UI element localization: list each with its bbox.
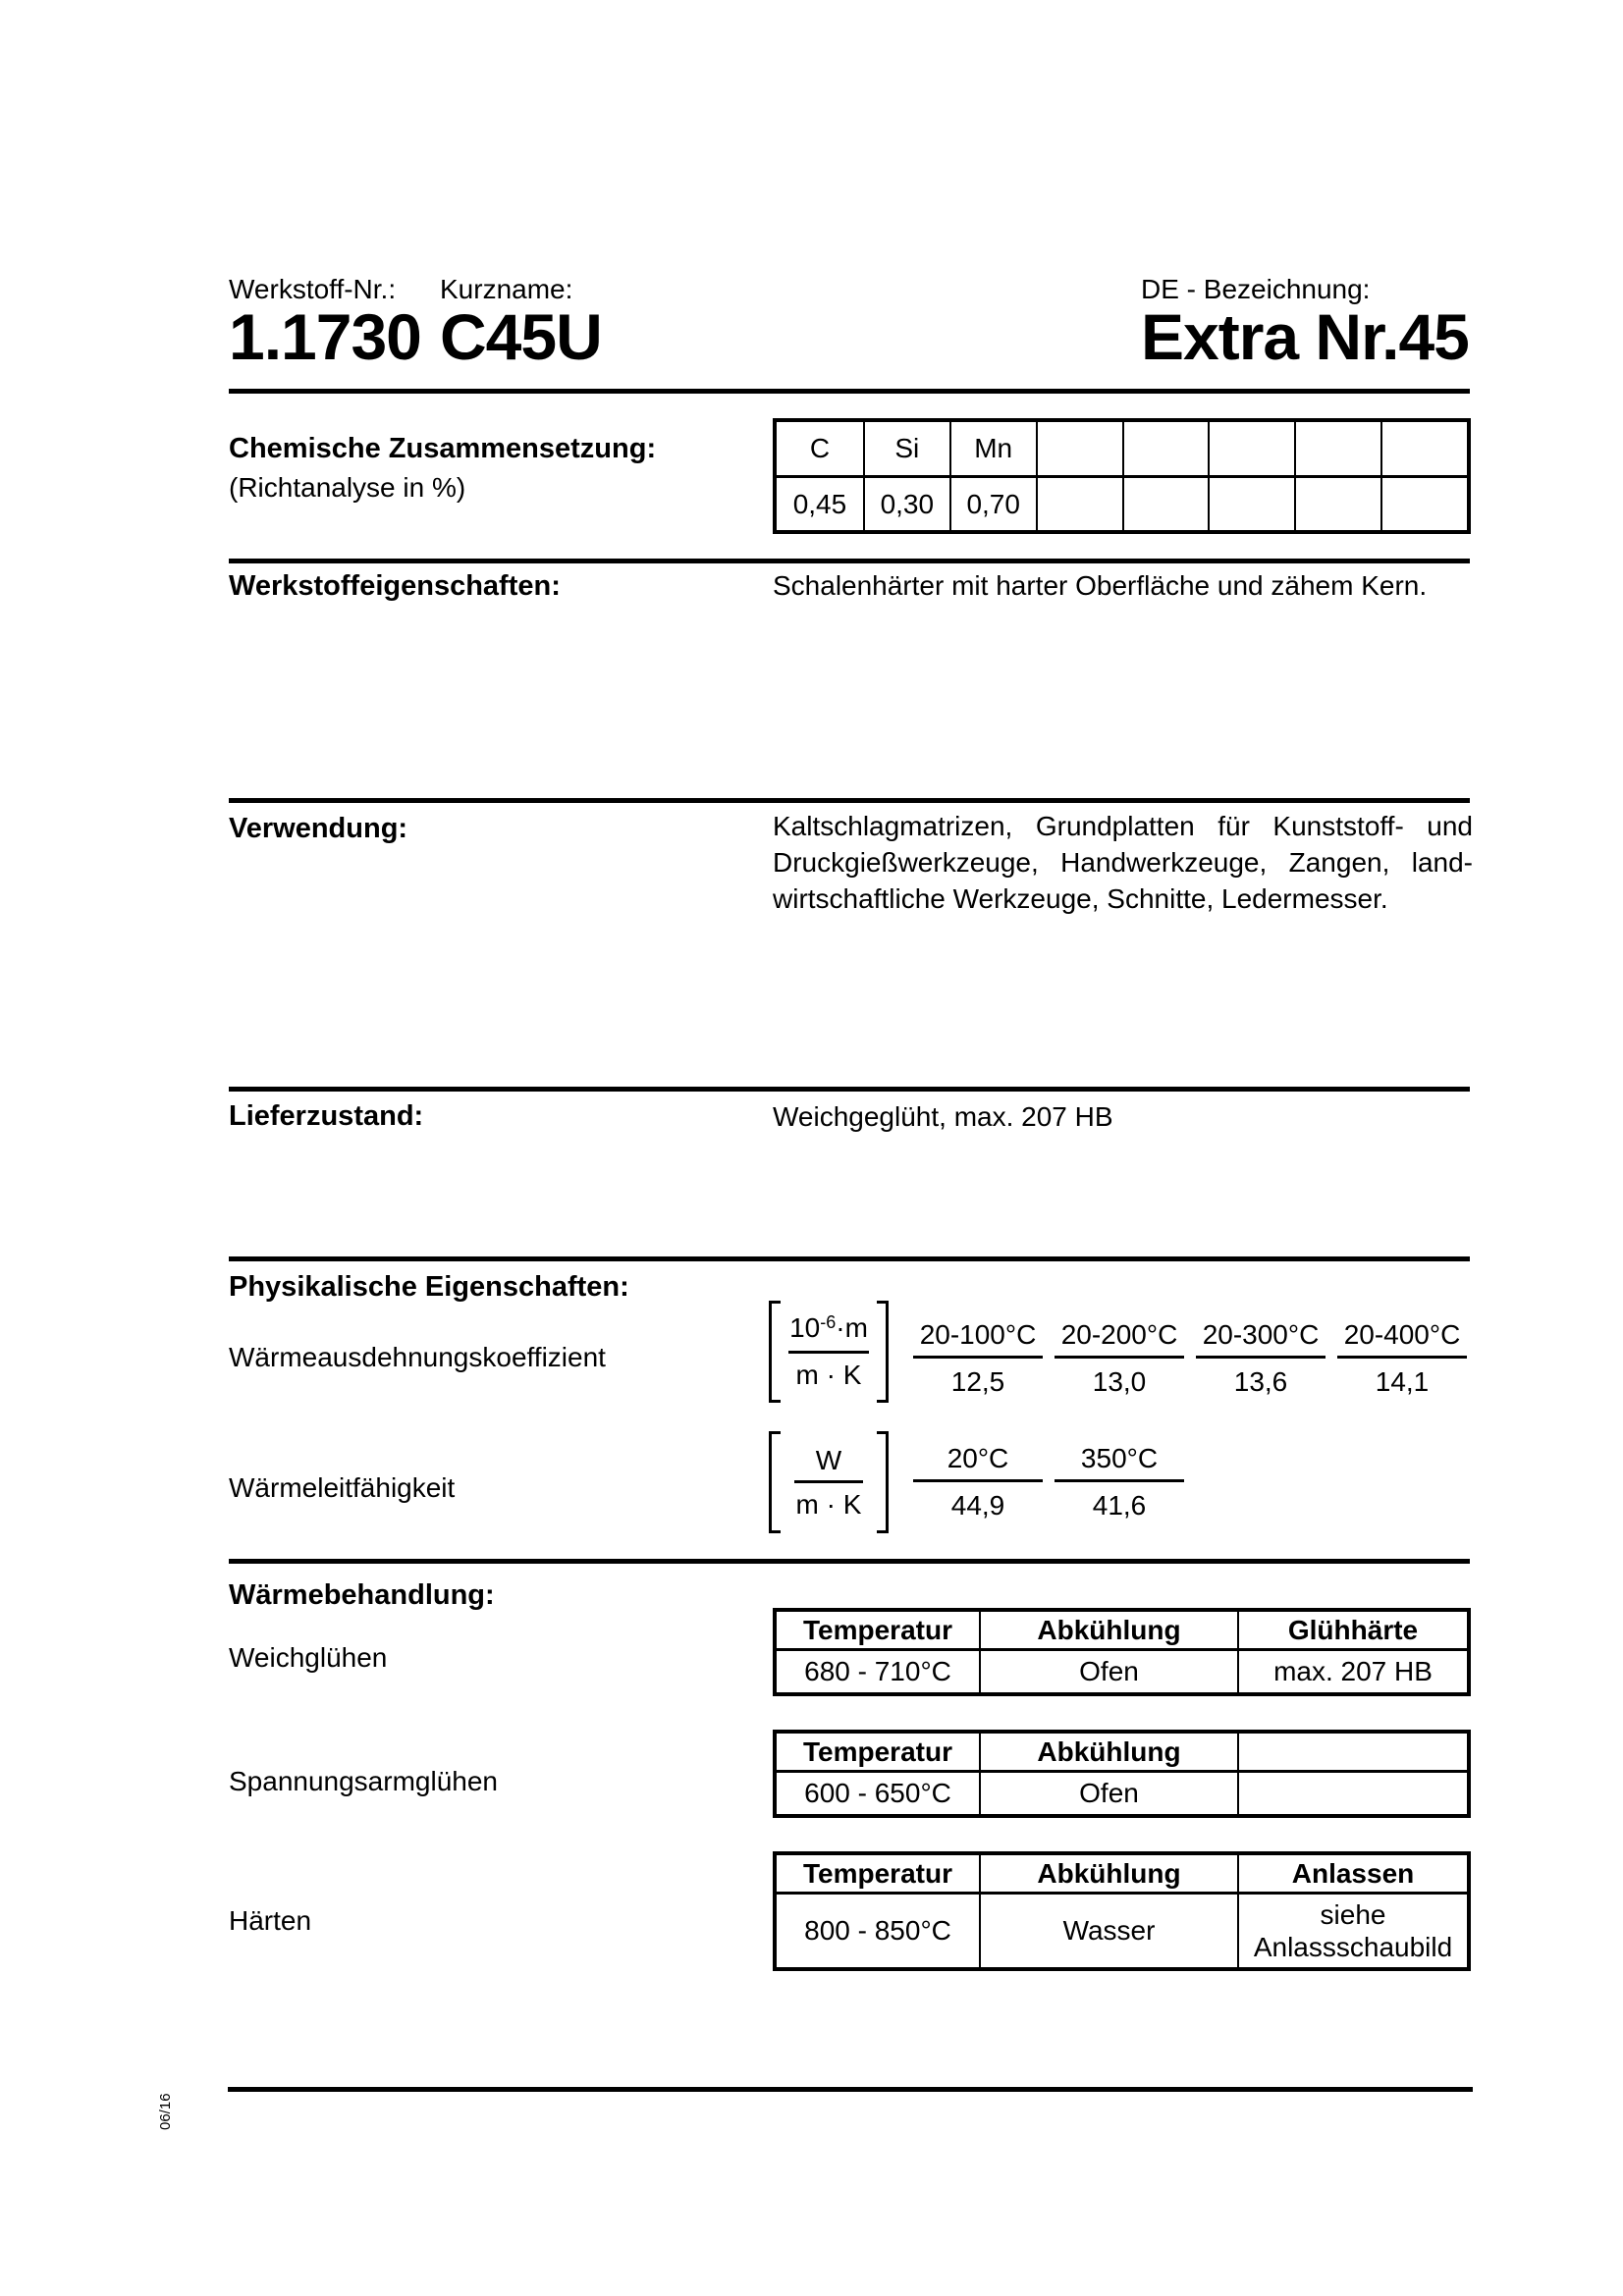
column-underline [913,1479,1043,1482]
short-name-value: C45U [440,300,602,373]
table-header-cell: Abkühlung [979,1612,1237,1651]
thermal-expansion-label: Wärmeausdehnungskoeffizient [229,1342,606,1372]
table-header-cell: Temperatur [777,1734,979,1773]
section-divider [229,1559,1470,1564]
designation-label: DE - Bezeichnung: [1141,274,1371,304]
thermal-expansion-column [1337,1319,1467,1398]
chem-element-value: 0,30 [863,478,949,530]
stress-relief-annealing-table [773,1730,1471,1818]
usage-text [773,808,1473,917]
section-divider [229,1087,1470,1092]
table-value-cell [1237,1895,1467,1967]
material-number-value: 1.1730 [229,300,421,373]
soft-annealing-table [773,1608,1471,1696]
thermal-conductivity-column [1055,1443,1184,1522]
hardening-table [773,1851,1471,1971]
chem-element-header [1380,422,1467,478]
thermal-conductivity-label: Wärmeleitfähigkeit [229,1472,456,1503]
column-underline [913,1356,1043,1359]
usage-label: Verwendung: [229,813,408,844]
temperature-range-header: 20-400°C [1343,1319,1461,1350]
chem-element-value [1036,478,1122,530]
table-value-cell: Ofen [979,1773,1237,1814]
tempering-note: siehe Anlassschaubild [1253,1899,1453,1962]
usage-text-line: wirtschaftliche Werkzeuge, Schnitte, Ledermesser. [773,883,1388,914]
chem-element-value: 0,45 [792,488,847,519]
column-underline [1055,1479,1184,1482]
fraction-bar [788,1351,869,1354]
thermal-expansion-column [913,1319,1043,1398]
chem-element-header: C [777,422,863,478]
footer-divider [228,2087,1473,2092]
usage-text-line: Druckgießwerkzeuge, Handwerkzeuge, Zangen, land- [773,847,1473,878]
chem-element-header: Si [863,422,949,478]
chem-element-value [1208,478,1294,530]
short-name-label: Kurzname: [440,274,573,304]
temperature-range-header: 20-300°C [1202,1319,1320,1350]
temperature-range-header: 20-200°C [1060,1319,1178,1350]
chem-element-header [1122,422,1209,478]
table-header-cell: Glühhärte [1237,1612,1467,1651]
material-number-label: Werkstoff-Nr.: [229,274,397,304]
table-value-cell [1237,1773,1467,1814]
conductivity-value: 44,9 [950,1490,1005,1521]
table-header-cell [1237,1734,1467,1773]
table-header-cell: Abkühlung [979,1855,1237,1895]
table-header-cell: Temperatur [777,1855,979,1895]
material-properties-text: Schalenhärter mit harter Oberfläche und zähem Kern. [773,570,1428,601]
thermal-expansion-columns [913,1319,1467,1398]
chemical-composition-table [773,418,1471,534]
chem-element-header [1294,422,1380,478]
table-header-cell: Anlassen [1237,1855,1467,1895]
temperature-header: 350°C [1080,1443,1159,1473]
chem-element-value: 0,70 [949,478,1036,530]
fraction-bar [794,1480,863,1483]
edition-code: 06/16 [157,2093,174,2130]
column-underline [1337,1356,1467,1359]
thermal-conductivity-column [913,1443,1043,1522]
chem-element-header [1036,422,1122,478]
physical-properties-heading: Physikalische Eigenschaften: [229,1271,629,1303]
table-value-cell: 600 - 650°C [804,1778,951,1808]
unit-numerator: $10^{-6}\cdot m$ [789,1312,868,1343]
table-header-cell: Abkühlung [979,1734,1237,1773]
delivery-condition-label: Lieferzustand: [229,1100,424,1132]
table-value-cell: max. 207 HB [1237,1651,1467,1692]
unit-fraction [794,1445,863,1521]
thermal-expansion-unit-bracket [769,1301,889,1403]
chem-element-value [1294,478,1380,530]
usage-text-line: Kaltschlagmatrizen, Grundplatten für Kunststoff- und [773,811,1473,841]
hardening-label: Härten [229,1905,312,1936]
column-underline [1055,1356,1184,1359]
header-divider [229,389,1470,394]
unit-denominator: m · K [795,1360,862,1390]
table-value-cell: Wasser [979,1895,1237,1967]
unit-fraction [788,1312,869,1391]
thermal-conductivity-columns [913,1443,1184,1522]
coefficient-value: 12,5 [950,1366,1005,1397]
section-divider [229,1256,1470,1261]
heat-treatment-heading: Wärmebehandlung: [229,1579,495,1611]
column-underline [1196,1356,1325,1359]
delivery-condition-text: Weichgeglüht, max. 207 HB [773,1101,1113,1132]
thermal-conductivity-unit-bracket [769,1431,889,1533]
stress-relief-annealing-label: Spannungsarmglühen [229,1766,498,1796]
material-properties-label: Werkstoffeigenschaften: [229,570,561,602]
coefficient-value: 13,6 [1233,1366,1288,1397]
chem-element-value [1380,478,1467,530]
temperature-header: 20°C [947,1443,1009,1473]
table-value-cell: Ofen [979,1651,1237,1692]
soft-annealing-label: Weichglühen [229,1642,388,1673]
designation-value: Extra Nr.45 [1141,300,1469,373]
chemical-composition-sublabel: (Richtanalyse in %) [229,472,466,503]
unit-exponent: -6 [820,1312,837,1332]
thermal-expansion-column [1055,1319,1184,1398]
unit-denominator: m · K [795,1488,862,1520]
chem-element-header: Mn [949,422,1036,478]
chem-element-value [1122,478,1209,530]
chem-element-header [1208,422,1294,478]
section-divider [229,559,1470,563]
thermal-expansion-column [1196,1319,1325,1398]
table-value-cell: 800 - 850°C [804,1915,951,1946]
coefficient-value: 14,1 [1375,1366,1430,1397]
section-divider [229,798,1470,803]
coefficient-value: 13,0 [1092,1366,1147,1397]
conductivity-value: 41,6 [1092,1490,1147,1521]
temperature-range-header: 20-100°C [919,1319,1037,1350]
table-value-cell: 680 - 710°C [804,1656,951,1686]
unit-numerator: W [815,1444,842,1475]
chemical-composition-label: Chemische Zusammensetzung: [229,433,657,464]
table-header-cell: Temperatur [777,1612,979,1651]
